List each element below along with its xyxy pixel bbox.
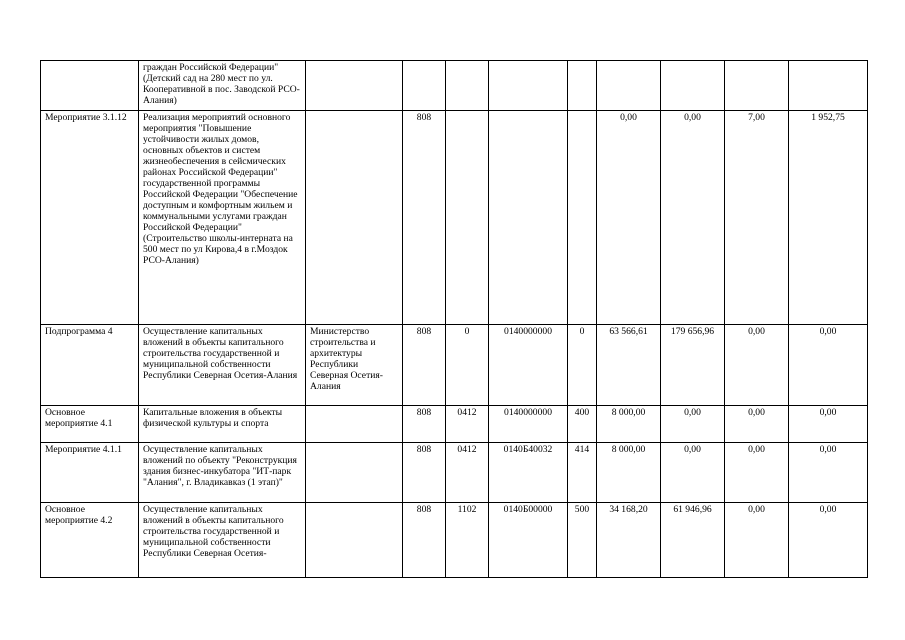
amount-year4-cell xyxy=(789,503,868,578)
grbs-code-cell xyxy=(403,111,446,325)
amount-year3-cell xyxy=(725,406,789,443)
expense-type-text: 400 xyxy=(574,407,590,418)
name-text: Осуществление капитальных вложений в объекты капитального строительства государственной и муниципальной собственности Республики Северная Осетия-Алания xyxy=(143,326,298,381)
table-row xyxy=(41,61,868,111)
amount-year3-cell xyxy=(725,443,789,503)
status-text: Основное мероприятие 4.1 xyxy=(45,407,113,429)
grbs-code-text: 808 xyxy=(416,504,432,515)
amount-year1-cell xyxy=(597,503,661,578)
budget-table xyxy=(40,60,868,578)
table-row xyxy=(41,111,868,325)
amount-year1-text: 0,00 xyxy=(620,112,637,123)
amount-year4-cell xyxy=(789,325,868,406)
status-cell xyxy=(41,503,139,578)
executor-cell xyxy=(306,325,403,406)
grbs-code-text: 808 xyxy=(416,326,432,337)
executor-cell xyxy=(306,111,403,325)
executor-cell xyxy=(306,503,403,578)
section-code-cell xyxy=(446,443,489,503)
amount-year3-text: 7,00 xyxy=(748,112,765,123)
status-cell xyxy=(41,443,139,503)
status-text: Мероприятие 4.1.1 xyxy=(45,444,122,455)
amount-year4-text: 0,00 xyxy=(819,444,837,455)
name-cell xyxy=(139,325,306,406)
amount-year4-text: 0,00 xyxy=(819,326,837,337)
amount-year4-text: 1 952,75 xyxy=(811,112,845,123)
amount-year3-cell xyxy=(725,111,789,325)
amount-year2-cell xyxy=(661,61,725,111)
amount-year3-text: 0,00 xyxy=(748,407,765,418)
target-article-cell xyxy=(489,406,568,443)
amount-year2-text: 179 656,96 xyxy=(670,326,715,337)
target-article-cell xyxy=(489,61,568,111)
status-text: Основное мероприятие 4.2 xyxy=(45,504,113,526)
name-cell xyxy=(139,406,306,443)
amount-year3-text: 0,00 xyxy=(748,504,765,515)
status-cell xyxy=(41,111,139,325)
amount-year4-cell xyxy=(789,61,868,111)
section-code-text: 0 xyxy=(464,326,470,337)
amount-year2-cell xyxy=(661,406,725,443)
name-cell xyxy=(139,503,306,578)
amount-year1-cell xyxy=(597,443,661,503)
amount-year3-text: 0,00 xyxy=(748,444,765,455)
target-article-cell xyxy=(489,325,568,406)
status-cell xyxy=(41,61,139,111)
target-article-text: 0140000000 xyxy=(504,326,552,337)
amount-year2-cell xyxy=(661,443,725,503)
grbs-code-cell xyxy=(403,406,446,443)
executor-cell xyxy=(306,61,403,111)
executor-text: Министерство строительства и архитектуры Республики Северная Осетия-Алания xyxy=(310,326,384,392)
status-text: Подпрограмма 4 xyxy=(45,326,113,337)
amount-year1-cell xyxy=(597,325,661,406)
expense-type-cell xyxy=(568,503,597,578)
status-cell xyxy=(41,325,139,406)
name-text: Реализация мероприятий основного мероприятия "Повышение устойчивости жилых домов, основных объектов и систем жизнеобеспечения в сейсмических районах Российской Федерации" государственной программы Российской Федерации "Обеспечение доступным и комфортным жильем и коммунальными услугами граждан Российской Федерации" (Строительство школы-интерната на 500 мест по ул Кирова,4 в г.Моздок РСО-Алания) xyxy=(143,112,298,266)
section-code-text: 0412 xyxy=(457,444,477,455)
name-cell xyxy=(139,111,306,325)
grbs-code-text: 808 xyxy=(416,112,432,123)
amount-year2-text: 0,00 xyxy=(684,112,701,123)
executor-cell xyxy=(306,443,403,503)
section-code-text: 0412 xyxy=(457,407,477,418)
amount-year2-text: 0,00 xyxy=(684,444,701,455)
name-text: граждан Российской Федерации" (Детский сад на 280 мест по ул. Кооперативной в пос. Заводской РСО-Алания) xyxy=(143,62,300,106)
amount-year1-text: 8 000,00 xyxy=(611,444,646,455)
expense-type-cell xyxy=(568,406,597,443)
target-article-text: 0140Б40032 xyxy=(503,444,553,455)
amount-year2-text: 61 946,96 xyxy=(673,504,712,515)
name-text: Капитальные вложения в объекты физической культуры и спорта xyxy=(143,407,283,429)
grbs-code-cell xyxy=(403,61,446,111)
amount-year2-cell xyxy=(661,111,725,325)
amount-year2-text: 0,00 xyxy=(684,407,701,418)
amount-year1-text: 34 168,20 xyxy=(609,504,648,515)
executor-cell xyxy=(306,406,403,443)
amount-year4-cell xyxy=(789,111,868,325)
section-code-text: 1102 xyxy=(457,504,477,515)
amount-year3-cell xyxy=(725,503,789,578)
target-article-cell xyxy=(489,111,568,325)
amount-year2-cell xyxy=(661,503,725,578)
amount-year1-text: 63 566,61 xyxy=(609,326,648,337)
target-article-cell xyxy=(489,503,568,578)
section-code-cell xyxy=(446,503,489,578)
section-code-cell xyxy=(446,406,489,443)
table-row xyxy=(41,406,868,443)
amount-year4-cell xyxy=(789,443,868,503)
amount-year2-cell xyxy=(661,325,725,406)
section-code-cell xyxy=(446,61,489,111)
target-article-text: 0140Б00000 xyxy=(503,504,553,515)
section-code-cell xyxy=(446,111,489,325)
expense-type-cell xyxy=(568,325,597,406)
expense-type-cell xyxy=(568,443,597,503)
grbs-code-cell xyxy=(403,503,446,578)
status-text: Мероприятие 3.1.12 xyxy=(45,112,127,123)
expense-type-text: 0 xyxy=(579,326,585,337)
amount-year1-cell xyxy=(597,111,661,325)
amount-year1-cell xyxy=(597,406,661,443)
amount-year3-text: 0,00 xyxy=(748,326,765,337)
expense-type-cell xyxy=(568,111,597,325)
name-cell xyxy=(139,443,306,503)
name-cell xyxy=(139,61,306,111)
grbs-code-cell xyxy=(403,443,446,503)
table-row xyxy=(41,325,868,406)
grbs-code-cell xyxy=(403,325,446,406)
expense-type-text: 500 xyxy=(574,504,590,515)
amount-year4-text: 0,00 xyxy=(819,504,837,515)
table-row xyxy=(41,503,868,578)
section-code-cell xyxy=(446,325,489,406)
amount-year1-text: 8 000,00 xyxy=(611,407,646,418)
table-row xyxy=(41,443,868,503)
name-text: Осуществление капитальных вложений в объекты капитального строительства государственной и муниципальной собственности Республики Северная Осетия- xyxy=(143,504,284,559)
target-article-cell xyxy=(489,443,568,503)
status-cell xyxy=(41,406,139,443)
amount-year3-cell xyxy=(725,61,789,111)
expense-type-cell xyxy=(568,61,597,111)
name-text: Осуществление капитальных вложений по объекту "Реконструкция здания бизнес-инкубатора "ИТ-парк "Алания", г. Владикавказ (1 этап)" xyxy=(143,444,297,488)
expense-type-text: 414 xyxy=(574,444,590,455)
amount-year4-text: 0,00 xyxy=(819,407,837,418)
grbs-code-text: 808 xyxy=(416,444,432,455)
amount-year3-cell xyxy=(725,325,789,406)
amount-year4-cell xyxy=(789,406,868,443)
grbs-code-text: 808 xyxy=(416,407,432,418)
amount-year1-cell xyxy=(597,61,661,111)
target-article-text: 0140000000 xyxy=(504,407,552,418)
